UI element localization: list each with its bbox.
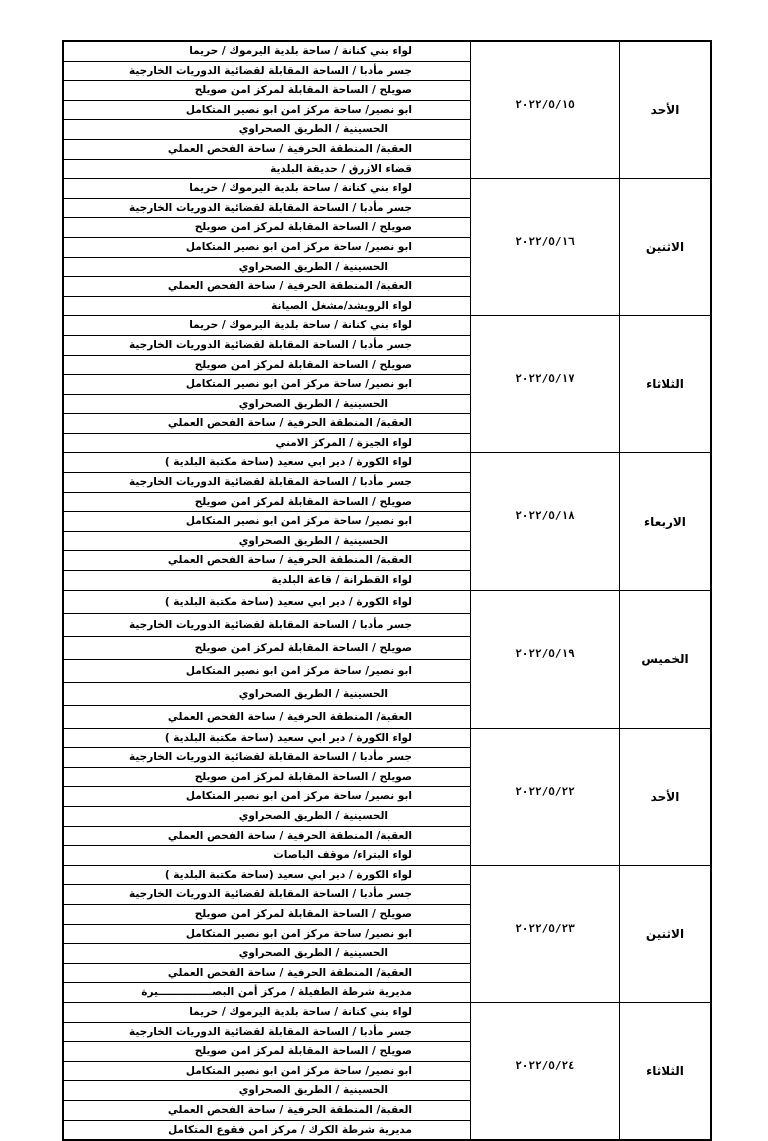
- date-cell: [471, 453, 620, 590]
- site-line: لواء بني كنانة / ساحة بلدية اليرموك / حريما: [64, 179, 470, 199]
- schedule-row: [63, 179, 711, 316]
- site-line: صويلح / الساحة المقابلة لمركز امن صويلح: [64, 905, 470, 925]
- day-cell: الخميس: [620, 590, 712, 728]
- sites-cell: [63, 316, 471, 453]
- sites-cell: [63, 41, 471, 179]
- date-text: ٢٠٢٢/٥/١٦: [515, 235, 575, 249]
- sites-cell: [63, 728, 471, 865]
- site-line: صويلح / الساحة المقابلة لمركز امن صويلح: [64, 768, 470, 788]
- site-line: لواء بني كنانة / ساحة بلدية اليرموك / حريما: [64, 316, 470, 336]
- site-line: الحسينية / الطريق الصحراوي: [64, 258, 470, 278]
- day-cell: الأحد: [620, 41, 712, 179]
- day-cell: الاثنين: [620, 865, 712, 1002]
- schedule-row: [63, 453, 711, 590]
- site-line: لواء البتراء/ موقف الباصات: [273, 849, 412, 862]
- site-line: لواء الكورة / دير ابي سعيد (ساحة مكتبة البلدية ): [64, 591, 470, 614]
- date-text: ٢٠٢٢/٥/٢٣: [515, 921, 575, 935]
- site-line: العقبة/ المنطقة الحرفية / ساحة الفحص العملي: [64, 277, 470, 297]
- site-line: جسر مأدبا / الساحة المقابلة لقضائية الدوريات الخارجية: [64, 614, 470, 637]
- site-line: الحسينية / الطريق الصحراوي: [64, 944, 470, 964]
- site-line: لواء الكورة / دير ابي سعيد (ساحة مكتبة البلدية ): [64, 453, 470, 473]
- site-line: جسر مأدبا / الساحة المقابلة لقضائية الدوريات الخارجية: [64, 62, 470, 82]
- site-line: جسر مأدبا / الساحة المقابلة لقضائية الدوريات الخارجية: [64, 336, 470, 356]
- date-text: ٢٠٢٢/٥/٢٤: [515, 1058, 575, 1072]
- schedule-row: [63, 865, 711, 1002]
- date-text: ٢٠٢٢/٥/١٩: [515, 646, 575, 660]
- sites-cell: [63, 1002, 471, 1140]
- site-line: صويلح / الساحة المقابلة لمركز امن صويلح: [64, 1042, 470, 1062]
- date-text: ٢٠٢٢/٥/٢٢: [515, 784, 575, 798]
- site-line: لواء الرويشد/مشغل الصيانة: [271, 299, 412, 312]
- site-line: العقبة/ المنطقة الحرفية / ساحة الفحص العملي: [64, 140, 470, 160]
- schedule-body: [63, 41, 711, 1140]
- site-line: ابو نصير/ ساحة مركز امن ابو نصير المتكامل: [64, 101, 470, 121]
- site-line: العقبة/ المنطقة الحرفية / ساحة الفحص العملي: [64, 964, 470, 984]
- schedule-table: [62, 40, 712, 1141]
- site-line: صويلح / الساحة المقابلة لمركز امن صويلح: [64, 356, 470, 376]
- site-line: ابو نصير/ ساحة مركز امن ابو نصير المتكامل: [64, 238, 470, 258]
- day-cell: الاثنين: [620, 179, 712, 316]
- site-line: صويلح / الساحة المقابلة لمركز امن صويلح: [64, 637, 470, 660]
- schedule-row: [63, 1002, 711, 1140]
- site-line: جسر مأدبا / الساحة المقابلة لقضائية الدوريات الخارجية: [64, 885, 470, 905]
- site-line: جسر مأدبا / الساحة المقابلة لقضائية الدوريات الخارجية: [64, 473, 470, 493]
- site-line: ابو نصير/ ساحة مركز امن ابو نصير المتكامل: [64, 660, 470, 683]
- site-line: ابو نصير/ ساحة مركز امن ابو نصير المتكامل: [64, 512, 470, 532]
- date-text: ٢٠٢٢/٥/١٥: [515, 98, 575, 111]
- date-cell: [471, 179, 620, 316]
- site-line: العقبة/ المنطقة الحرفية / ساحة الفحص العملي: [64, 827, 470, 847]
- site-line: ابو نصير/ ساحة مركز امن ابو نصير المتكامل: [64, 925, 470, 945]
- schedule-row: [63, 316, 711, 453]
- site-line: ابو نصير/ ساحة مركز امن ابو نصير المتكامل: [64, 375, 470, 395]
- date-cell: [471, 865, 620, 1002]
- site-line: مديرية شرطة الطفيلة / مركز أمن البصـــــــــــــــيرة: [141, 986, 412, 999]
- site-line: مديرية شرطة الكرك / مركز امن فقوع المتكامل: [168, 1123, 412, 1136]
- sites-cell: [63, 453, 471, 590]
- site-line: جسر مأدبا / الساحة المقابلة لقضائية الدوريات الخارجية: [64, 1023, 470, 1043]
- site-line: جسر مأدبا / الساحة المقابلة لقضائية الدوريات الخارجية: [64, 748, 470, 768]
- day-cell: الثلاثاء: [620, 1002, 712, 1140]
- schedule-row: [63, 41, 711, 179]
- date-cell: [471, 41, 620, 179]
- site-line: لواء القطرانة / قاعة البلدية: [271, 574, 412, 587]
- day-cell: الأحد: [620, 728, 712, 865]
- date-cell: [471, 728, 620, 865]
- date-cell: [471, 1002, 620, 1140]
- site-line: قضاء الازرق / حديقة البلدية: [270, 162, 412, 175]
- site-line: لواء بني كنانة / ساحة بلدية اليرموك / حريما: [64, 42, 470, 62]
- schedule-row: [63, 728, 711, 865]
- site-line: صويلح / الساحة المقابلة لمركز امن صويلح: [64, 81, 470, 101]
- site-line: الحسينية / الطريق الصحراوي: [64, 532, 470, 552]
- site-line: لواء الجيزة / المركز الامني: [275, 436, 412, 449]
- site-line: الحسينية / الطريق الصحراوي: [64, 1081, 470, 1101]
- site-line: العقبة/ المنطقة الحرفية / ساحة الفحص العملي: [167, 710, 412, 723]
- site-line: لواء بني كنانة / ساحة بلدية اليرموك / حريما: [64, 1003, 470, 1023]
- sites-cell: [63, 179, 471, 316]
- site-line: صويلح / الساحة المقابلة لمركز امن صويلح: [64, 493, 470, 513]
- date-cell: [471, 590, 620, 728]
- site-line: الحسينية / الطريق الصحراوي: [64, 395, 470, 415]
- site-line: العقبة/ المنطقة الحرفية / ساحة الفحص العملي: [64, 1101, 470, 1121]
- site-line: الحسينية / الطريق الصحراوي: [64, 683, 470, 706]
- date-text: ٢٠٢٢/٥/١٨: [515, 509, 575, 523]
- site-line: الحسينية / الطريق الصحراوي: [64, 807, 470, 827]
- site-line: ابو نصير/ ساحة مركز امن ابو نصير المتكامل: [64, 787, 470, 807]
- site-line: جسر مأدبا / الساحة المقابلة لقضائية الدوريات الخارجية: [64, 199, 470, 219]
- site-line: ابو نصير/ ساحة مركز امن ابو نصير المتكامل: [64, 1062, 470, 1082]
- site-line: العقبة/ المنطقة الحرفية / ساحة الفحص العملي: [64, 414, 470, 434]
- date-cell: [471, 316, 620, 453]
- site-line: العقبة/ المنطقة الحرفية / ساحة الفحص العملي: [64, 551, 470, 571]
- day-cell: الثلاثاء: [620, 316, 712, 453]
- sites-cell: [63, 865, 471, 1002]
- site-line: لواء الكورة / دير ابي سعيد (ساحة مكتبة البلدية ): [64, 729, 470, 749]
- date-text: ٢٠٢٢/٥/١٧: [515, 372, 575, 386]
- sites-cell: [63, 590, 471, 728]
- site-line: الحسينية / الطريق الصحراوي: [64, 120, 470, 140]
- site-line: صويلح / الساحة المقابلة لمركز امن صويلح: [64, 218, 470, 238]
- site-line: لواء الكورة / دير ابي سعيد (ساحة مكتبة البلدية ): [64, 866, 470, 886]
- day-cell: الاربعاء: [620, 453, 712, 590]
- schedule-row: [63, 590, 711, 728]
